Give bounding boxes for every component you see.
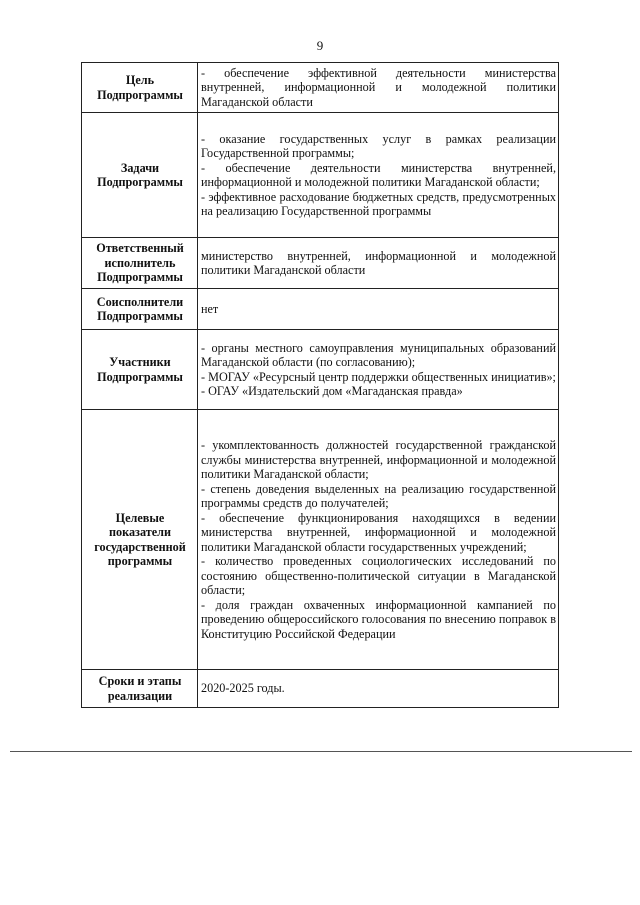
row-label (82, 289, 198, 330)
content-item: - обеспечение функционирования находящихся в ведении министерства внутренней, информационной и молодежной политики Магаданской области государственных учреждений; (201, 510, 556, 554)
content-item: - обеспечение эффективной деятельности министерства внутренней, информационной и молодежной политики Магаданской области (201, 65, 556, 109)
subprogram-passport-table (81, 62, 559, 708)
row-content (198, 410, 559, 670)
label-line: Соисполнители (96, 294, 184, 309)
content-item: - доля граждан охваченных информационной кампанией по проведению общероссийского голосования по внесению поправок в Конституцию Российской Федерации (201, 597, 556, 641)
label-line: Подпрограммы (97, 270, 183, 285)
row-content (198, 238, 559, 289)
label-line: Сроки и этапы (98, 674, 182, 688)
label-line: Цель (125, 73, 155, 87)
row-content (198, 670, 559, 708)
content-item: - степень доведения выделенных на реализацию государственной программы средств до получателей; (201, 481, 556, 510)
row-content (198, 289, 559, 330)
label-line: Ответственный (96, 241, 184, 256)
label-line: Подпрограммы (97, 175, 183, 189)
content-item: 2020-2025 годы. (201, 681, 285, 696)
content-item: - органы местного самоуправления муниципальных образований Магаданской области (по согласованию); (201, 340, 556, 369)
label-line: Подпрограммы (97, 87, 183, 102)
label-line: Целевые (115, 510, 165, 525)
table-row (82, 670, 559, 708)
label-line: реализации (107, 688, 173, 703)
content-item: нет (201, 301, 219, 316)
content-item: министерство внутренней, информационной и молодежной политики Магаданской области (201, 248, 556, 277)
content-item: - эффективное расходование бюджетных средств, предусмотренных на реализацию Государственной программы (201, 189, 556, 218)
table-row (82, 113, 559, 238)
table-row (82, 289, 559, 330)
row-label (82, 238, 198, 289)
row-label (82, 63, 198, 113)
label-line: Подпрограммы (97, 309, 183, 323)
row-content (198, 113, 559, 238)
label-line: Задачи (120, 160, 160, 175)
page-number: 9 (316, 38, 324, 53)
row-label (82, 330, 198, 410)
label-line: Участники (109, 355, 171, 369)
content-item: - оказание государственных услуг в рамках реализации Государственной программы; (201, 131, 556, 160)
content-item: - МОГАУ «Ресурсный центр поддержки общественных инициатив»; (201, 369, 556, 384)
table-row (82, 238, 559, 289)
table-row (82, 63, 559, 113)
label-line: показатели (109, 525, 171, 539)
content-item: - количество проведенных социологических исследований по состоянию общественно-политической ситуации в Магаданской области; (201, 554, 556, 597)
row-label (82, 670, 198, 708)
label-line: исполнитель (104, 255, 176, 270)
row-content (198, 330, 559, 410)
table-row (82, 330, 559, 410)
content-item: - укомплектованность должностей государственной гражданской службы министерства внутренней, информационной и молодежной политики Магаданской области; (201, 438, 556, 481)
row-label (82, 113, 198, 238)
table-row (82, 410, 559, 670)
label-line: программы (107, 554, 173, 568)
bottom-rule (10, 751, 632, 752)
row-label (82, 410, 198, 670)
label-line: Подпрограммы (97, 369, 183, 384)
row-content (198, 63, 559, 113)
content-item: - обеспечение деятельности министерства внутренней, информационной и молодежной политики Магаданской области; (201, 160, 556, 189)
content-item: - ОГАУ «Издательский дом «Магаданская правда» (201, 384, 463, 398)
label-line: государственной (94, 539, 186, 554)
